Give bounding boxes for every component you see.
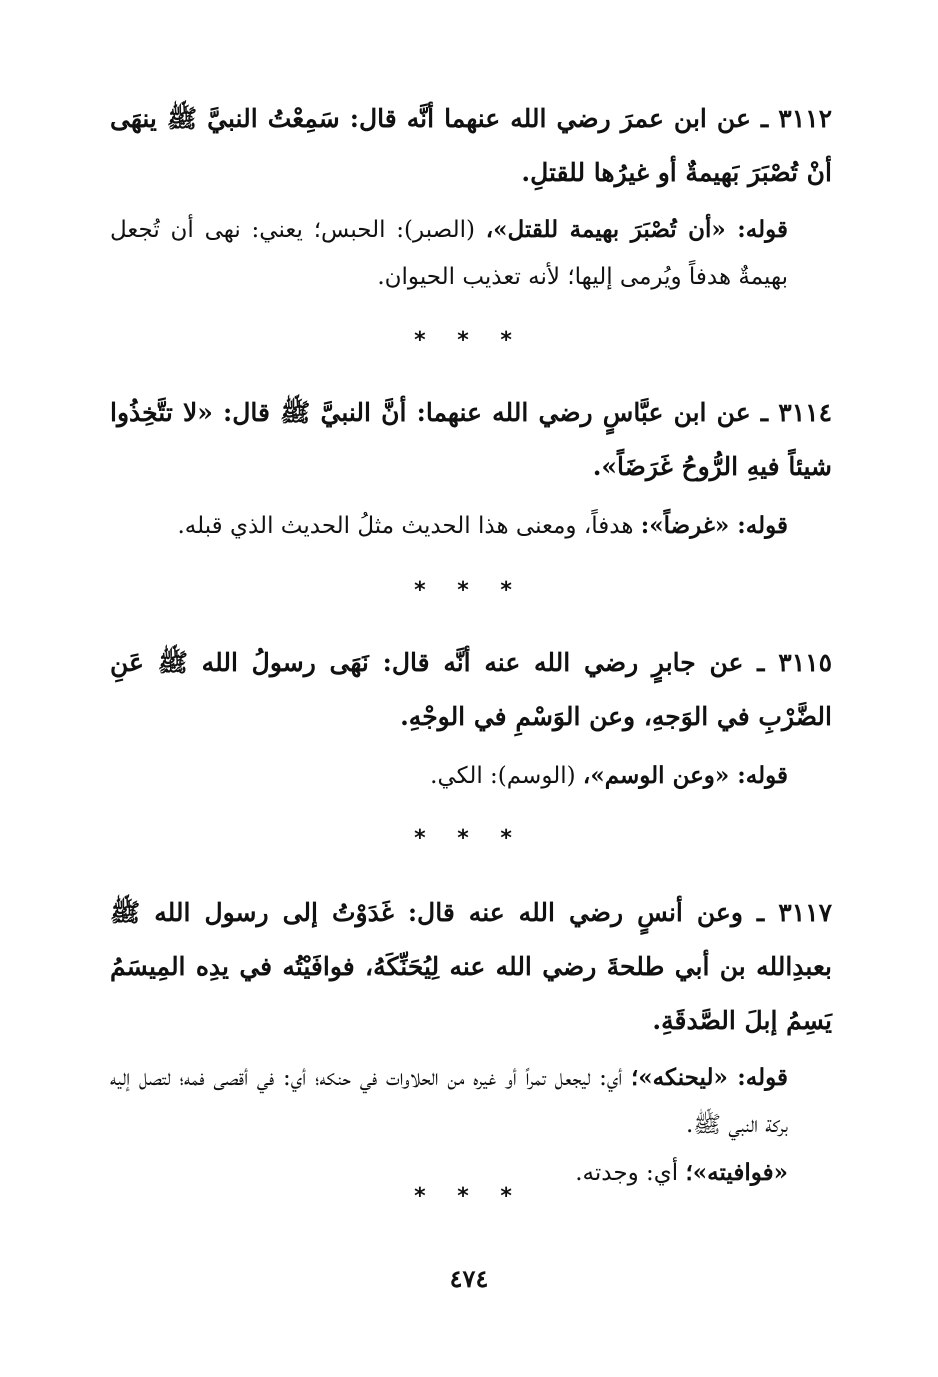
commentary-lead: قوله: «أن تُصْبَرَ بهيمة للقتل»،	[485, 216, 788, 243]
hadith-text: ٣١١٥ ـ عن جابرٍ رضي الله عنه أنَّه قال: نَهَى رسولُ الله ﷺ عَنِ الضَّرْبِ في الوَجهِ، وعن الوَسْمِ في الوجْهِ.	[110, 648, 832, 731]
hadith-text: ٣١١٤ ـ عن ابن عبَّاسٍ رضي الله عنهما: أنَّ النبيَّ ﷺ قال: «لا تتَّخِذُوا شيئاً فيهِ الرُّوحُ غَرَضَاً».	[110, 398, 832, 481]
section-separator: * * *	[414, 578, 524, 603]
section-separator: * * *	[414, 826, 524, 851]
commentary-lead: قوله: «وعن الوسم»،	[582, 762, 788, 789]
commentary-text: هدفاً، ومعنى هذا الحديث مثلُ الحديث الذي قبله.	[177, 513, 641, 539]
commentary-text: (الصبر): الحبس؛ يعني: نهى أن تُجعل بهيمةٌ هدفاً ويُرمى إليها؛ لأنه تعذيب الحيوان.	[110, 217, 788, 290]
commentary-lead: قوله: «غرضاً»:	[640, 512, 788, 539]
hadith-entry-3114	[110, 386, 832, 550]
commentary	[110, 752, 832, 800]
section-separator: * * *	[414, 1184, 524, 1209]
commentary-text: أي: وجدته.	[575, 1160, 686, 1186]
commentary	[110, 502, 832, 550]
hadith-text: ٣١١٢ ـ عن ابن عمرَ رضي الله عنهما أنَّه قال: سَمِعْتُ النبيَّ ﷺ ينهَى أنْ تُصْبَرَ بَهيمةٌ أو غيرُها للقتلِ.	[110, 104, 832, 187]
section-separator: * * *	[414, 328, 524, 353]
commentary	[110, 1054, 832, 1149]
commentary	[110, 206, 832, 301]
commentary-text: أي: ليجعل تمراً أو غيره من الحلاوات في حنكه؛ أي: في أقصى فمه؛ لتصل إليه بركة النبي ﷺ.	[110, 1065, 788, 1138]
hadith-entry-3117	[110, 886, 832, 1197]
commentary-text: (الوسم): الكي.	[430, 763, 583, 789]
hadith-entry-3115	[110, 636, 832, 800]
commentary-lead: «فوافيته»؛	[685, 1159, 788, 1186]
page-number: ٤٧٤	[449, 1264, 489, 1293]
commentary-lead: قوله: «ليحنكه»؛	[631, 1064, 788, 1091]
hadith-text: ٣١١٧ ـ وعن أنسٍ رضي الله عنه قال: غَدَوْتُ إلى رسول الله ﷺ بعبدِالله بن أبي طلحةَ رضي الله عنه لِيُحَنِّكَهُ، فوافَيْتُه في يدِه المِيسَمُ يَسِمُ إبلَ الصَّدقَةِ.	[110, 898, 832, 1035]
hadith-entry-3112	[110, 92, 832, 301]
